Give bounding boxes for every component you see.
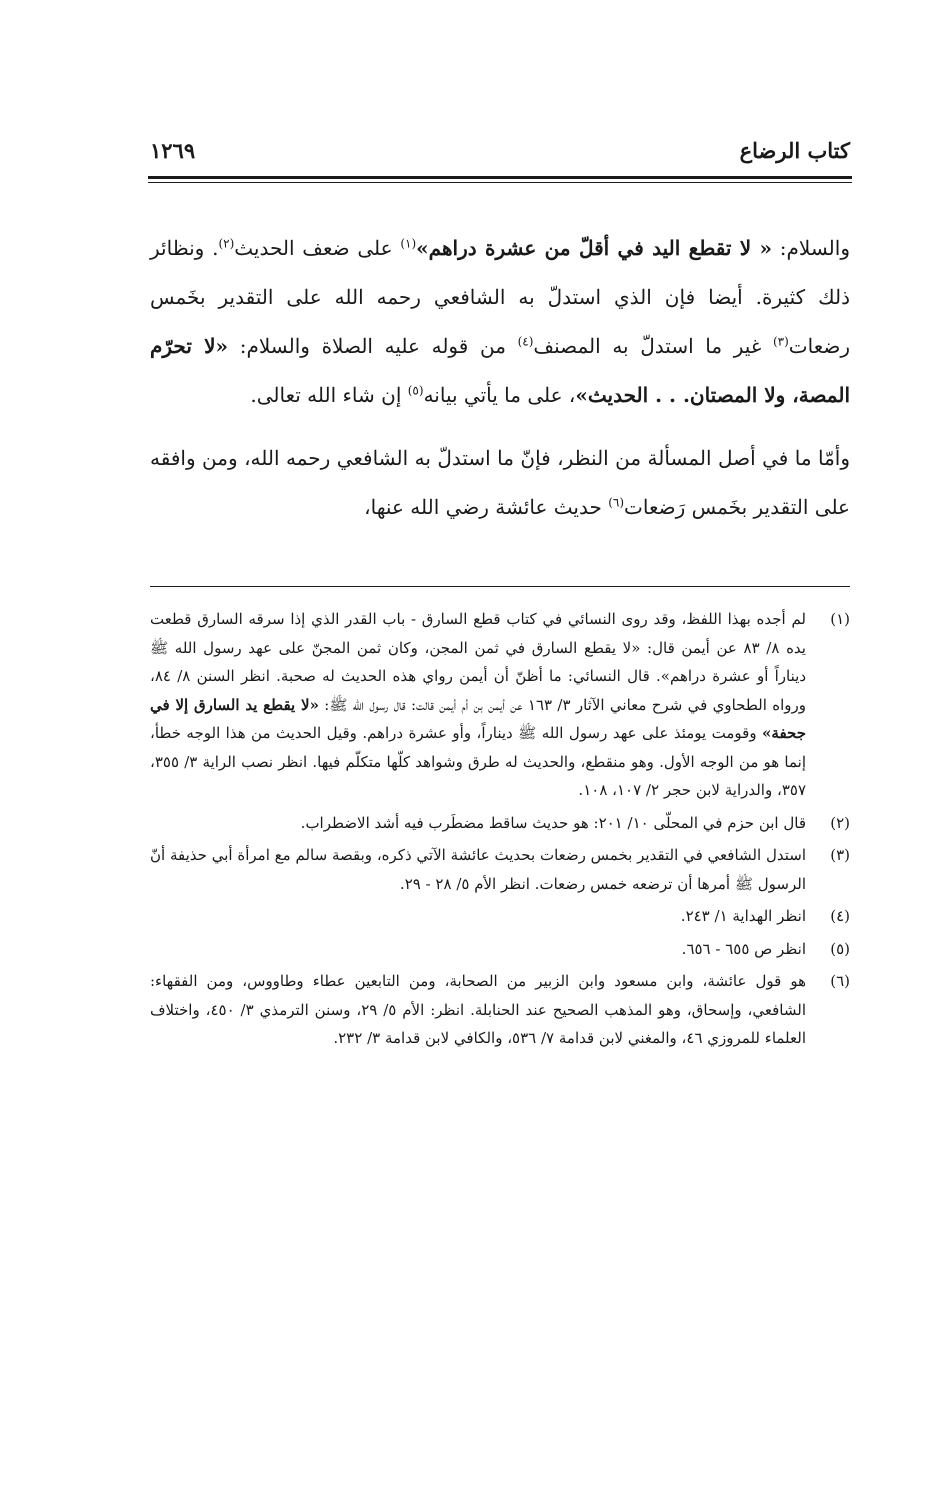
footnote-ref: (١) [400,236,417,251]
footnote-5 [150,935,850,964]
text-run: غير ما استدلّ به المصنف [533,334,762,358]
footnote-text [150,605,806,805]
paragraph-2 [150,434,850,532]
header-rule-thin [148,182,852,183]
footnote-2 [150,809,850,838]
footnote-text: استدل الشافعي في التقدير بخمس رضعات بحديث عائشة الآتي ذكره، وبقصة سالم مع امرأة أبي حذيفة أنّ الرسول ﷺ أمرها أن ترضعه خمس رضعات. انظر الأم ٥/ ٢٨ - ٢٩. [150,846,806,893]
footnote-text: انظر الهداية ١/ ٢٤٣. [680,907,806,925]
footnote-text: قال ابن حزم في المحلّى ١٠/ ٢٠١: هو حديث ساقط مضطَرب فيه أشد الاضطراب. [300,813,806,832]
text-run: حديث عائشة رضي الله عنها، [364,495,602,519]
page-number: ١٢٦٩ [150,138,196,163]
footnote-ref: (٣) [772,334,789,349]
footnote-number: (٣) [830,846,850,864]
chapter-title: كتاب الرضاع [739,138,850,163]
paragraph-1 [150,224,850,420]
footnote-3 [150,841,850,898]
text-run: وقومت يومئذ على عهد رسول الله ﷺ ديناراً، وأو عشرة دراهم. وقيل الحديث من هذا الوجه خطأ، إنما هو من الوجه الأول. وهو منقطع، والحديث له طرق وشواهد كلّها متكلّم فيها. انظر نصب الراية ٣/ ٣٥٥، ٣٥٧، والدراية لابن حجر ٢/ ١٠٧، ١٠٨. [150,724,807,799]
footnote-text: انظر ص ٦٥٥ - ٦٥٦. [681,939,806,958]
main-text [150,224,850,532]
footnotes [150,605,850,1057]
text-run: على ضعف الحديث [234,236,393,260]
footnote-ref: (٥) [407,383,424,398]
footnote-text: هو قول عائشة، وابن مسعود وابن الزبير من الصحابة، ومن التابعين عطاء وطاووس، ومن الفقهاء: الشافعي، وإسحاق، وهو المذهب الصحيح عند الحنابلة. انظر: الأم ٥/ ٢٩، وسنن الترمذي ٣/ ٤٥٠، واختلاف العلماء للمروزي ٤٦، والمغني لابن قدامة ٧/ ٥٣٦، والكافي لابن قدامة ٣/ ٢٣٢. [150,972,806,1047]
footnote-separator [150,586,850,587]
footnote-number: (٥) [830,939,850,958]
text-run: وأمّا ما في أصل المسألة من النظر، فإنّ ما استدلّ به الشافعي رحمه الله، ومن وافقه على التقدير بخَمس رَضعات [150,446,850,519]
text-run: لم أجده بهذا اللفظ، وقد روى النسائي في كتاب قطع السارق - باب القدر الذي إذا سرقه السارق قطعت يده ٨/ ٨٣ عن أيمن قال: «لا يقطع السارق في ثمن المجن، وكان ثمن المجنّ على عهد رسول الله ﷺ ديناراً أو عشرة دراهم». قال النسائي: ما أظنّ أن أيمن رواي هذه الحديث له صحبة. انظر السنن ٨/ ٨٤، ورواه الطحاوي في شرح معاني الآثار ٣/ ١٦٣ عن أيمن بن أم أيمن قالت: قال رسول الله ﷺ: [150,610,806,714]
text-run: . ونظائر ذلك كثيرة. أيضا فإن الذي استدلّ به الشافعي رحمه الله على التقدير بخَمس رضعات [150,236,851,358]
footnote-number: (٢) [830,813,850,832]
footnote-ref: (٢) [218,236,235,251]
footnote-4 [150,902,850,931]
footnote-number: (٤) [830,907,850,925]
hadith-quote: «لا تحرّم المصة، ولا المصتان. . . الحديث» [150,334,850,407]
running-header [150,138,850,172]
hadith-quote: «لا يقطع يد السارق إلا في جحفة» [150,695,806,742]
footnote-number: (٦) [830,972,850,990]
footnote-6 [150,967,850,1053]
text-run: ، على ما يأتي بيانه [423,383,576,407]
footnote-1 [150,605,850,805]
footnote-ref: (٤) [517,334,534,349]
text-run: إن شاء الله تعالى. [250,383,402,407]
hadith-quote: « لا تقطع اليد في أقلّ من عشرة دراهم» [416,236,773,260]
footnote-ref: (٦) [608,495,625,510]
text-run: من قوله عليه الصلاة والسلام: [239,334,506,358]
header-rule-thick [148,176,852,179]
footnote-number: (١) [830,610,850,628]
text-run: والسلام: [779,236,850,260]
